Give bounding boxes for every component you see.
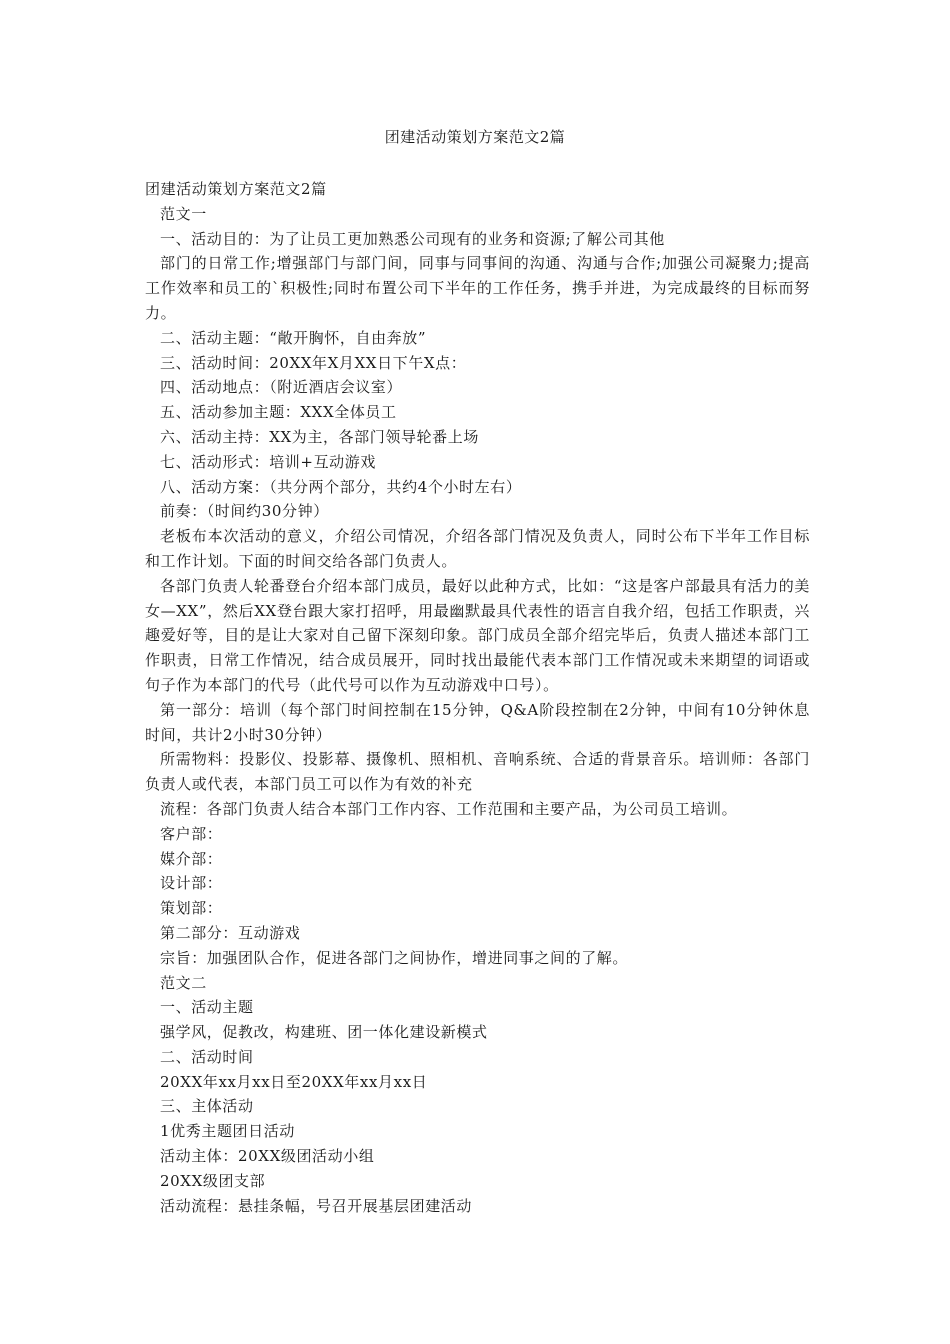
document-paragraph: 活动流程：悬挂条幅，号召开展基层团建活动 xyxy=(160,1196,473,1215)
document-paragraph: 策划部： xyxy=(160,899,223,918)
document-paragraph: 一、活动目的：为了让员工更加熟悉公司现有的业务和资源;了解公司其他 xyxy=(160,229,665,248)
document-paragraph: 客户部： xyxy=(160,824,223,843)
document-paragraph: 所需物料：投影仪、投影幕、摄像机、照相机、音响系统、合适的背景音乐。培训师：各部门负责人或代表，本部门员工可以作为有效的补充 xyxy=(145,750,810,794)
document-paragraph: 一、活动主题 xyxy=(160,998,254,1017)
document-paragraph: 活动主体：20XX级团活动小组 xyxy=(160,1147,375,1166)
document-paragraph: 流程：各部门负责人结合本部门工作内容、工作范围和主要产品，为公司员工培训。 xyxy=(160,799,738,818)
document-paragraph: 三、主体活动 xyxy=(160,1097,254,1116)
document-body xyxy=(145,177,810,1218)
document-paragraph: 二、活动时间 xyxy=(160,1047,254,1066)
document-paragraph: 三、活动时间：20XX年X月XX日下午X点： xyxy=(160,353,467,372)
document-paragraph: 七、活动形式：培训+互动游戏 xyxy=(160,452,376,471)
document-paragraph: 媒介部： xyxy=(160,849,223,868)
document-paragraph: 团建活动策划方案范文2篇 xyxy=(145,180,327,198)
document-paragraph: 四、活动地点：（附近酒店会议室） xyxy=(160,378,403,397)
document-paragraph: 范文一 xyxy=(160,204,207,223)
document-paragraph: 1优秀主题团日活动 xyxy=(160,1122,295,1141)
document-paragraph: 部门的日常工作;增强部门与部门间，同事与同事间的沟通、沟通与合作;加强公司凝聚力;提高工作效率和员工的`积极性;同时布置公司下半年的工作任务，携手并进，为完成最终的目标而努力。 xyxy=(145,254,810,322)
document-paragraph: 第一部分：培训（每个部门时间控制在15分钟，Q&A阶段控制在2分钟，中间有10分钟休息时间，共计2小时30分钟） xyxy=(145,700,810,744)
document-paragraph: 老板布本次活动的意义，介绍公司情况，介绍各部门情况及负责人，同时公布下半年工作目标和工作计划。下面的时间交给各部门负责人。 xyxy=(145,527,810,570)
document-paragraph: 八、活动方案：（共分两个部分，共约4个小时左右） xyxy=(160,477,522,496)
document-paragraph: 六、活动主持：XX为主，各部门领导轮番上场 xyxy=(160,427,479,446)
document-paragraph: 强学风，促教改，构建班、团一体化建设新模式 xyxy=(160,1023,488,1042)
document-paragraph: 范文二 xyxy=(160,973,207,992)
document-title: 团建活动策划方案范文2篇 xyxy=(384,128,566,146)
document-paragraph: 设计部： xyxy=(160,874,223,893)
document-paragraph: 第二部分：互动游戏 xyxy=(160,923,301,942)
document-paragraph: 20XX年xx月xx日至20XX年xx月xx日 xyxy=(160,1072,428,1091)
document-paragraph: 20XX级团支部 xyxy=(160,1171,266,1190)
document-paragraph: 宗旨：加强团队合作，促进各部门之间协作，增进同事之间的了解。 xyxy=(160,948,629,967)
document-paragraph: 五、活动参加主题：XXX全体员工 xyxy=(160,403,397,422)
document-paragraph: 二、活动主题：“敞开胸怀，自由奔放” xyxy=(160,328,427,347)
document-paragraph: 前奏：（时间约30分钟） xyxy=(160,502,329,521)
document-paragraph: 各部门负责人轮番登台介绍本部门成员，最好以此种方式，比如：“这是客户部最具有活力的美女—XX”，然后XX登台跟大家打招呼，用最幽默最具代表性的语言自我介绍，包括工作职责，兴趣爱好等，目的是让大家对自己留下深刻印象。部门成员全部介绍完毕后，负责人描述本部门工作职责，日常工作情况，结合成员展开，同时找出最能代表本部门工作情况或未来期望的词语或句子作为本部门的代号（此代号可以作为互动游戏中口号）。 xyxy=(145,576,810,694)
